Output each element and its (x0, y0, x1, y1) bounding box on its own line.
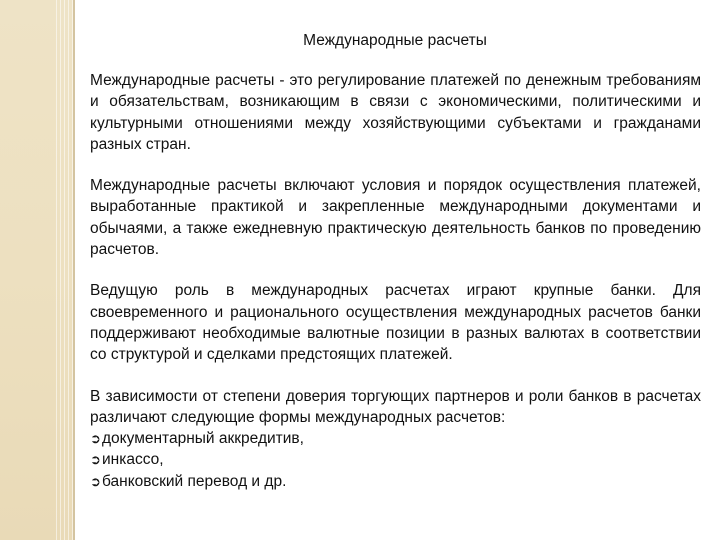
right-arrow-icon: ➲ (90, 452, 101, 468)
forms-list (90, 428, 701, 492)
sidebar-divider (73, 0, 75, 540)
right-arrow-icon: ➲ (90, 431, 101, 447)
list-item-label: документарный аккредитив, (102, 430, 304, 448)
paragraph-banks-role: Ведущую роль в международных расчетах играют крупные банки. Для своевременного и рационального осуществления международных расчетов банки поддерживают необходимые валютные позиции в разных валютах в соответствии со структурой и сделками предстоящих платежей. (90, 282, 701, 364)
right-arrow-icon: ➲ (90, 473, 101, 489)
list-item-label: банковский перевод и др. (102, 472, 287, 490)
sidebar-stripes (56, 0, 73, 540)
list-item (90, 428, 701, 449)
list-item-label: инкассо, (102, 451, 164, 469)
definition-term: Международные расчеты (90, 72, 275, 89)
paragraph-definition (90, 70, 701, 155)
slide-content (90, 70, 701, 492)
decorative-sidebar (0, 0, 73, 540)
definition-text: - это регулирование платежей по денежным требованиям и обязательствам, возникающим в связи с экономическими, политическими и культурными отношениями между хозяйствующими субъектами и гражданами разных стран. (90, 72, 701, 153)
slide-title: Международные расчеты (303, 32, 487, 49)
list-item (90, 449, 701, 470)
paragraph-forms-intro: В зависимости от степени доверия торгующих партнеров и роли банков в расчетах различают следующие формы международных расчетов: (90, 387, 701, 426)
paragraph-scope: Международные расчеты включают условия и порядок осуществления платежей, выработанные практикой и закрепленные международными документами и обычаями, а также ежедневную практическую деятельность банков по проведению расчетов. (90, 177, 701, 259)
list-item (90, 471, 701, 492)
